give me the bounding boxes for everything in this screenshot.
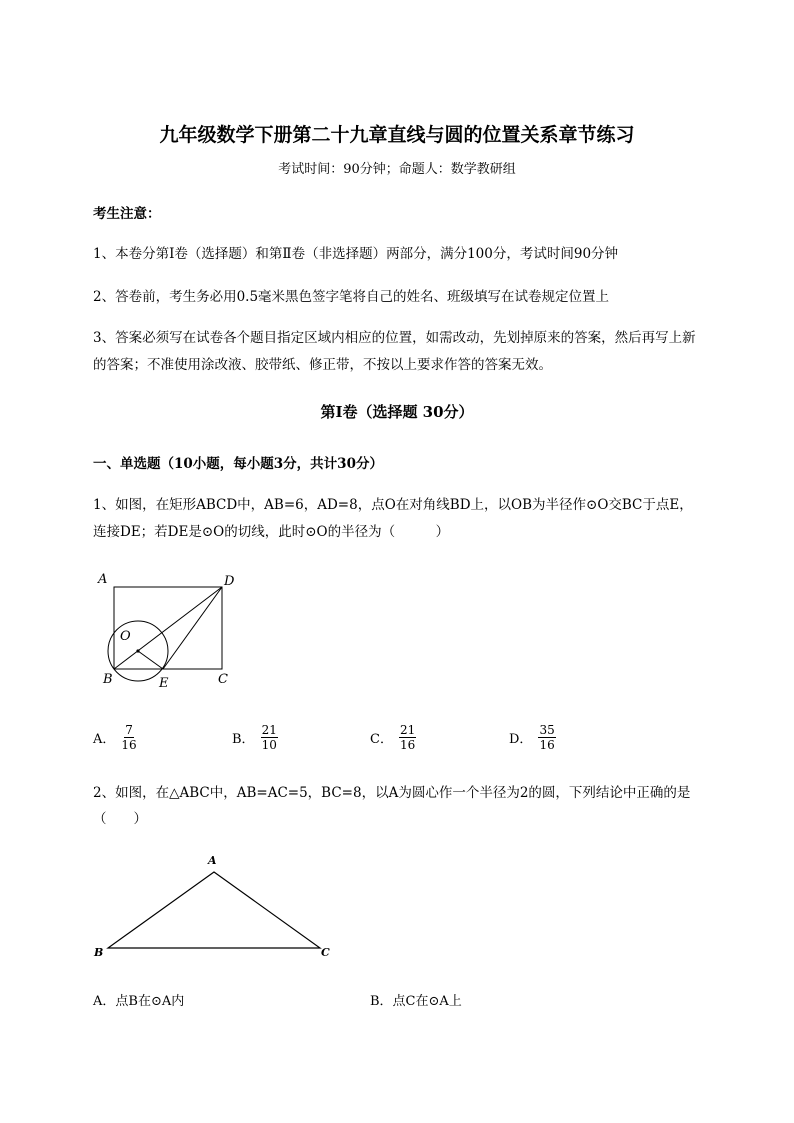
- fraction-numerator: 21: [261, 723, 277, 737]
- option-fraction: [261, 723, 278, 752]
- exam-subtitle: 考试时间：90分钟；命题人：数学教研组: [278, 162, 516, 177]
- question-1-option-b[interactable]: [232, 723, 278, 752]
- notice-heading: 考生注意：: [93, 206, 161, 222]
- section-title: 第I卷（选择题 30分）: [320, 403, 474, 421]
- label-d: D: [224, 574, 235, 589]
- question-1-option-a[interactable]: [93, 723, 137, 752]
- fraction-numerator: 21: [399, 723, 416, 737]
- question-1-figure: [90, 565, 250, 695]
- question-2-line-2: （ ）: [93, 811, 147, 827]
- option-letter: D．: [509, 732, 533, 747]
- fraction-numerator: 35: [539, 723, 555, 737]
- fraction-denominator: 10: [261, 738, 277, 752]
- option-fraction: [121, 723, 136, 752]
- fraction-numerator: 7: [125, 723, 133, 737]
- triangle-abc: [108, 872, 320, 948]
- question-2-option-a[interactable]: A．点B在⊙A内: [93, 994, 185, 1009]
- option-fraction: [538, 723, 555, 752]
- label-a: A: [208, 854, 217, 867]
- label-b: B: [94, 946, 104, 959]
- option-fraction: [399, 723, 416, 752]
- option-letter: B．: [232, 732, 255, 747]
- fraction-denominator: 16: [539, 738, 555, 752]
- question-1-line-2: 连接DE；若DE是⊙O的切线，此时⊙O的半径为（ ）: [93, 524, 450, 540]
- notice-item-3-continued: 的答案；不准使用涂改液、胶带纸、修正带，不按以上要求作答的答案无效。: [93, 357, 552, 373]
- page-title: 九年级数学下册第二十九章直线与圆的位置关系章节练习: [159, 124, 635, 146]
- option-letter: C．: [370, 732, 393, 747]
- fraction-denominator: 16: [121, 738, 137, 752]
- question-2-line-1: 2、如图，在△ABC中，AB=AC=5，BC=8，以A为圆心作一个半径为2的圆，下列结论中正确的是: [93, 785, 691, 801]
- part-title: 一、单选题（10小题，每小题3分，共计30分）: [93, 456, 383, 472]
- label-b: B: [103, 672, 113, 687]
- segment-de: [163, 587, 222, 669]
- question-1-line-1: 1、如图，在矩形ABCD中，AB=6，AD=8，点O在对角线BD上，以OB为半径作⊙O交BC于点E，: [93, 497, 693, 513]
- notice-item-2: 2、答卷前，考生务必用0.5毫米黑色签字笔将自己的姓名、班级填写在试卷规定位置上: [93, 289, 610, 305]
- question-2-option-b[interactable]: B．点C在⊙A上: [370, 994, 462, 1009]
- question-1-option-c[interactable]: [370, 723, 416, 752]
- option-letter: A．: [93, 732, 116, 747]
- label-a: A: [98, 572, 108, 587]
- question-2-figure: [90, 850, 340, 965]
- radius-oe: [138, 651, 163, 669]
- center-point-o: [136, 649, 139, 652]
- notice-item-3: 3、答案必须写在试卷各个题目指定区域内相应的位置，如需改动，先划掉原来的答案，然后再写上新: [93, 330, 696, 346]
- notice-item-1: 1、本卷分第I卷（选择题）和第Ⅱ卷（非选择题）两部分，满分100分，考试时间90分钟: [93, 246, 619, 262]
- diagonal-bd: [114, 587, 222, 669]
- label-o: O: [120, 629, 131, 644]
- label-c: C: [321, 946, 330, 959]
- label-c: C: [218, 672, 228, 687]
- label-e: E: [159, 676, 169, 691]
- fraction-denominator: 16: [399, 738, 416, 752]
- question-1-option-d[interactable]: [509, 723, 556, 752]
